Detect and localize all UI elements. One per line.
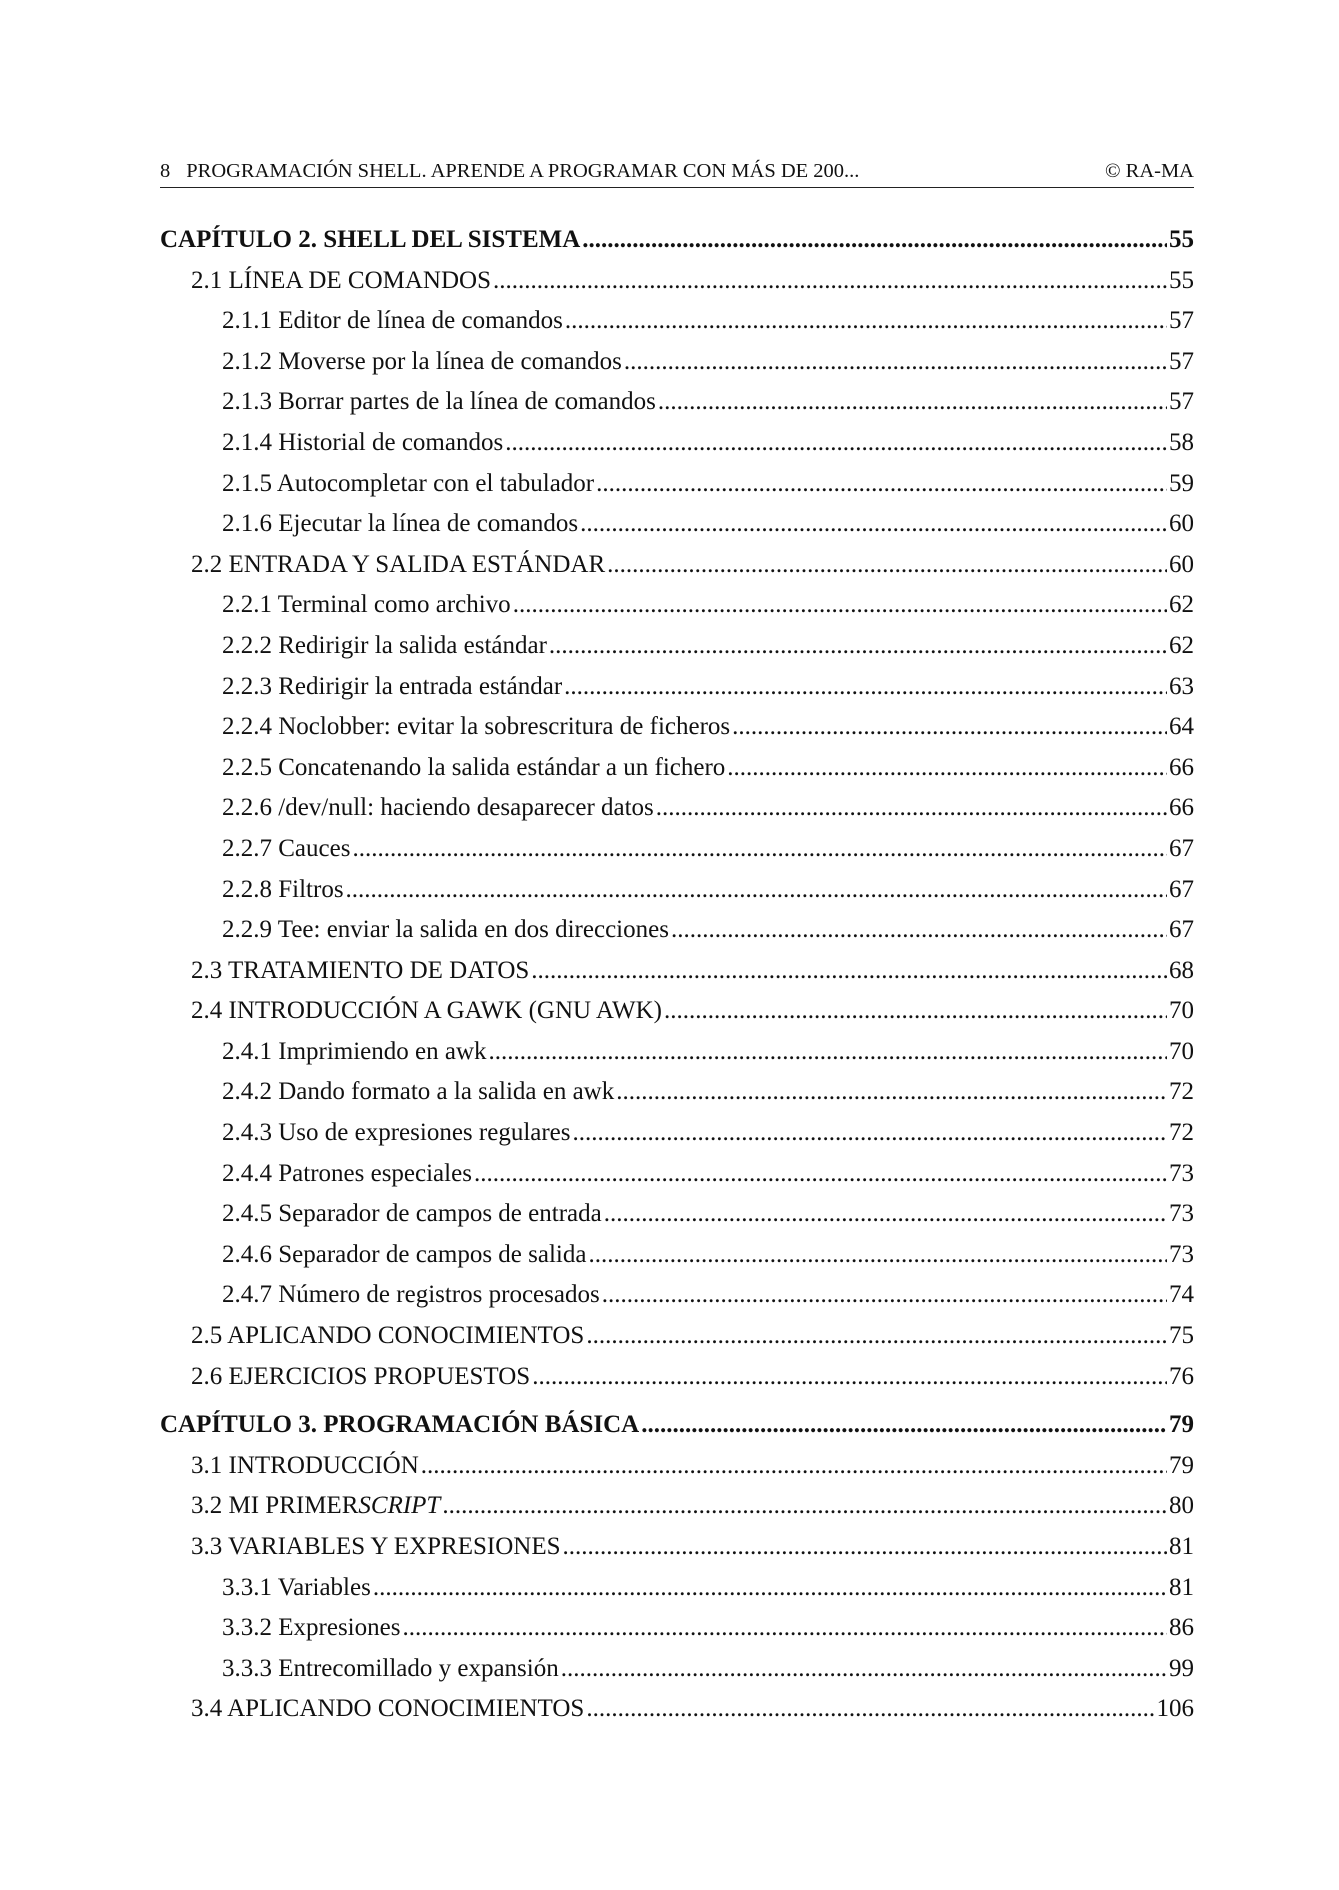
toc-entry-page: 59 <box>1169 469 1194 497</box>
toc-section-entry[interactable] <box>160 1527 1194 1568</box>
dot-leader <box>402 1608 1167 1649</box>
toc-entry-page: 86 <box>1169 1614 1194 1642</box>
dot-leader <box>442 1486 1167 1527</box>
toc-section-entry[interactable] <box>160 1357 1194 1398</box>
toc-subsection-entry[interactable] <box>160 1113 1194 1154</box>
toc-entry-title: 3.3.3 Entrecomillado y expansión <box>222 1654 559 1682</box>
toc-subsection-entry[interactable] <box>160 748 1194 789</box>
toc-entry-page: 74 <box>1169 1281 1194 1309</box>
toc-subsection-entry[interactable] <box>160 1032 1194 1073</box>
toc-entry-title: 2.6 EJERCICIOS PROPUESTOS <box>191 1362 531 1390</box>
toc-entry-page: 79 <box>1169 1451 1194 1479</box>
dot-leader <box>596 464 1167 505</box>
toc-entry-page: 57 <box>1169 307 1194 335</box>
toc-entry-title: 2.1 LÍNEA DE COMANDOS <box>191 266 491 294</box>
dot-leader <box>352 829 1167 870</box>
toc-section-entry[interactable] <box>160 545 1194 586</box>
dot-leader <box>656 788 1167 829</box>
dot-leader <box>671 910 1167 951</box>
toc-entry-title: 3.3 VARIABLES Y EXPRESIONES <box>191 1533 561 1560</box>
dot-leader <box>586 1689 1154 1730</box>
dot-leader <box>513 585 1167 626</box>
dot-leader <box>588 1235 1167 1276</box>
toc-entry-page: 67 <box>1169 834 1194 862</box>
dot-leader <box>489 1032 1167 1073</box>
toc-entry-title: 2.4.3 Uso de expresiones regulares <box>222 1119 571 1147</box>
toc-entry-title: 3.2 MI PRIMER <box>191 1492 359 1520</box>
toc-entry-page: 57 <box>1169 347 1194 375</box>
toc-subsection-entry[interactable] <box>160 1275 1194 1316</box>
toc-entry-page: 75 <box>1169 1322 1194 1350</box>
toc-entry-page: 73 <box>1169 1200 1194 1228</box>
toc-entry-title: 2.1.2 Moverse por la línea de comandos <box>222 347 622 375</box>
toc-subsection-entry[interactable] <box>160 382 1194 423</box>
dot-leader <box>582 220 1167 261</box>
toc-entry-title: 2.2.8 Filtros <box>222 875 344 903</box>
toc-entry-title: 3.4 APLICANDO CONOCIMIENTOS <box>191 1695 585 1723</box>
toc-chapter-entry[interactable] <box>160 1405 1194 1446</box>
toc-entry-title: 2.1.6 Ejecutar la línea de comandos <box>222 510 579 538</box>
toc-entry-title: 2.4.4 Patrones especiales <box>222 1159 472 1187</box>
dot-leader <box>563 1527 1168 1568</box>
toc-section-entry[interactable] <box>160 991 1194 1032</box>
toc-entry-title: 2.2.3 Redirigir la entrada estándar <box>222 672 563 700</box>
toc-section-entry[interactable] <box>160 1486 1194 1527</box>
toc-entry-title: 2.1.5 Autocompletar con el tabulador <box>222 469 595 497</box>
toc-entry-title: 2.2.9 Tee: enviar la salida en dos direcciones <box>222 916 669 944</box>
toc-entry-title: 3.3.1 Variables <box>222 1573 371 1601</box>
toc-entry-title: 3.1 INTRODUCCIÓN <box>191 1451 419 1479</box>
toc-entry-title: 2.4.5 Separador de campos de entrada <box>222 1200 602 1228</box>
toc-chapter-entry[interactable] <box>160 220 1194 261</box>
toc-entry-title: CAPÍTULO 3. PROGRAMACIÓN BÁSICA <box>160 1411 640 1439</box>
toc-entry-title: 2.4.2 Dando formato a la salida en awk <box>222 1078 615 1106</box>
toc-entry-page: 76 <box>1169 1362 1194 1390</box>
toc-entry-page: 66 <box>1169 794 1194 822</box>
dot-leader <box>346 870 1167 911</box>
dot-leader <box>580 504 1167 545</box>
toc-subsection-entry[interactable] <box>160 910 1194 951</box>
running-title: PROGRAMACIÓN SHELL. APRENDE A PROGRAMAR CON MÁS DE 200... <box>186 160 860 182</box>
toc-section-entry[interactable] <box>160 1316 1194 1357</box>
toc-entry-page: 66 <box>1169 753 1194 781</box>
toc-entry-title: CAPÍTULO 2. SHELL DEL SISTEMA <box>160 226 581 253</box>
toc-entry-title: 2.2.2 Redirigir la salida estándar <box>222 631 547 659</box>
dot-leader <box>505 423 1167 464</box>
dot-leader <box>616 1072 1167 1113</box>
toc-entry-page: 81 <box>1169 1573 1194 1601</box>
dot-leader <box>532 1357 1167 1398</box>
toc-entry-title: 2.2.1 Terminal como archivo <box>222 591 511 619</box>
toc-entry-page: 72 <box>1169 1119 1194 1147</box>
dot-leader <box>602 1275 1167 1316</box>
toc-entry-page: 81 <box>1169 1533 1194 1560</box>
toc-section-entry[interactable] <box>160 1689 1194 1730</box>
dot-leader <box>564 667 1167 708</box>
toc-entry-title: 2.2 ENTRADA Y SALIDA ESTÁNDAR <box>191 550 606 578</box>
dot-leader <box>664 991 1167 1032</box>
toc-entry-page: 68 <box>1169 956 1194 984</box>
toc-entry-page: 60 <box>1169 510 1194 538</box>
toc-entry-page: 67 <box>1169 916 1194 944</box>
toc-entry-page: 64 <box>1169 713 1194 741</box>
toc-entry-page: 73 <box>1169 1159 1194 1187</box>
toc-entry-title: 3.3.2 Expresiones <box>222 1614 401 1642</box>
running-header <box>160 158 1194 188</box>
toc-section-entry[interactable] <box>160 261 1194 302</box>
toc-entry-title: 2.1.1 Editor de línea de comandos <box>222 307 563 335</box>
dot-leader <box>565 301 1167 342</box>
dot-leader <box>607 545 1167 586</box>
toc-subsection-entry[interactable] <box>160 1649 1194 1690</box>
header-left <box>160 160 859 182</box>
dot-leader <box>604 1194 1167 1235</box>
toc-subsection-entry[interactable] <box>160 1072 1194 1113</box>
toc-subsection-entry[interactable] <box>160 464 1194 505</box>
toc-entry-page: 80 <box>1169 1492 1194 1520</box>
toc-subsection-entry[interactable] <box>160 301 1194 342</box>
toc-entry-page: 70 <box>1169 997 1194 1025</box>
toc-subsection-entry[interactable] <box>160 788 1194 829</box>
toc-subsection-entry[interactable] <box>160 626 1194 667</box>
toc-entry-page: 57 <box>1169 388 1194 416</box>
dot-leader <box>474 1154 1167 1195</box>
toc-entry-page: 79 <box>1169 1411 1194 1439</box>
toc-entry-page: 67 <box>1169 875 1194 903</box>
toc-entry-page: 55 <box>1169 226 1194 253</box>
dot-leader <box>373 1568 1167 1609</box>
toc-subsection-entry[interactable] <box>160 1154 1194 1195</box>
toc-subsection-entry[interactable] <box>160 423 1194 464</box>
toc-subsection-entry[interactable] <box>160 342 1194 383</box>
toc-subsection-entry[interactable] <box>160 1235 1194 1276</box>
dot-leader <box>549 626 1167 667</box>
toc-entry-page: 58 <box>1169 428 1194 456</box>
toc-subsection-entry[interactable] <box>160 707 1194 748</box>
dot-leader <box>493 261 1167 302</box>
toc-subsection-entry[interactable] <box>160 870 1194 911</box>
dot-leader <box>641 1405 1167 1446</box>
toc-entry-page: 62 <box>1169 631 1194 659</box>
toc-subsection-entry[interactable] <box>160 504 1194 545</box>
toc-entry-title: 2.1.4 Historial de comandos <box>222 428 504 456</box>
toc-section-entry[interactable] <box>160 1446 1194 1487</box>
toc-entry-title: 2.5 APLICANDO CONOCIMIENTOS <box>191 1322 585 1350</box>
toc-entry-page: 60 <box>1169 550 1194 578</box>
toc-entry-page: 63 <box>1169 672 1194 700</box>
toc-entry-title-italic: SCRIPT <box>358 1492 441 1520</box>
toc-entry-title: 2.3 TRATAMIENTO DE DATOS <box>191 956 530 984</box>
toc-entry-title: 2.4 INTRODUCCIÓN A GAWK (GNU AWK) <box>191 997 662 1025</box>
toc-entry-page: 55 <box>1169 266 1194 294</box>
dot-leader <box>727 748 1167 789</box>
toc-entry-page: 106 <box>1156 1695 1194 1723</box>
dot-leader <box>573 1113 1167 1154</box>
dot-leader <box>586 1316 1167 1357</box>
dot-leader <box>624 342 1167 383</box>
toc-subsection-entry[interactable] <box>160 1568 1194 1609</box>
publisher-mark: © RA-MA <box>1104 160 1194 182</box>
toc-entry-title: 2.4.7 Número de registros procesados <box>222 1281 600 1309</box>
dot-leader <box>658 382 1167 423</box>
toc-section-entry[interactable] <box>160 951 1194 992</box>
dot-leader <box>732 707 1167 748</box>
toc-subsection-entry[interactable] <box>160 1194 1194 1235</box>
toc-entry-title: 2.2.7 Cauces <box>222 834 351 862</box>
table-of-contents <box>160 220 1194 1730</box>
toc-entry-title: 2.2.4 Noclobber: evitar la sobrescritura de ficheros <box>222 713 731 741</box>
toc-entry-title: 2.4.1 Imprimiendo en awk <box>222 1037 487 1065</box>
dot-leader <box>531 951 1167 992</box>
toc-entry-title: 2.2.5 Concatenando la salida estándar a un fichero <box>222 753 726 781</box>
dot-leader <box>561 1649 1167 1690</box>
toc-entry-page: 70 <box>1169 1037 1194 1065</box>
toc-entry-page: 73 <box>1169 1240 1194 1268</box>
toc-entry-title: 2.1.3 Borrar partes de la línea de comandos <box>222 388 656 416</box>
toc-entry-title: 2.4.6 Separador de campos de salida <box>222 1240 587 1268</box>
toc-entry-page: 99 <box>1169 1654 1194 1682</box>
page-number: 8 <box>160 160 171 182</box>
toc-subsection-entry[interactable] <box>160 1608 1194 1649</box>
toc-entry-title: 2.2.6 /dev/null: haciendo desaparecer datos <box>222 794 654 822</box>
dot-leader <box>421 1446 1167 1487</box>
toc-entry-page: 72 <box>1169 1078 1194 1106</box>
toc-entry-page: 62 <box>1169 591 1194 619</box>
toc-subsection-entry[interactable] <box>160 667 1194 708</box>
toc-subsection-entry[interactable] <box>160 585 1194 626</box>
toc-subsection-entry[interactable] <box>160 829 1194 870</box>
